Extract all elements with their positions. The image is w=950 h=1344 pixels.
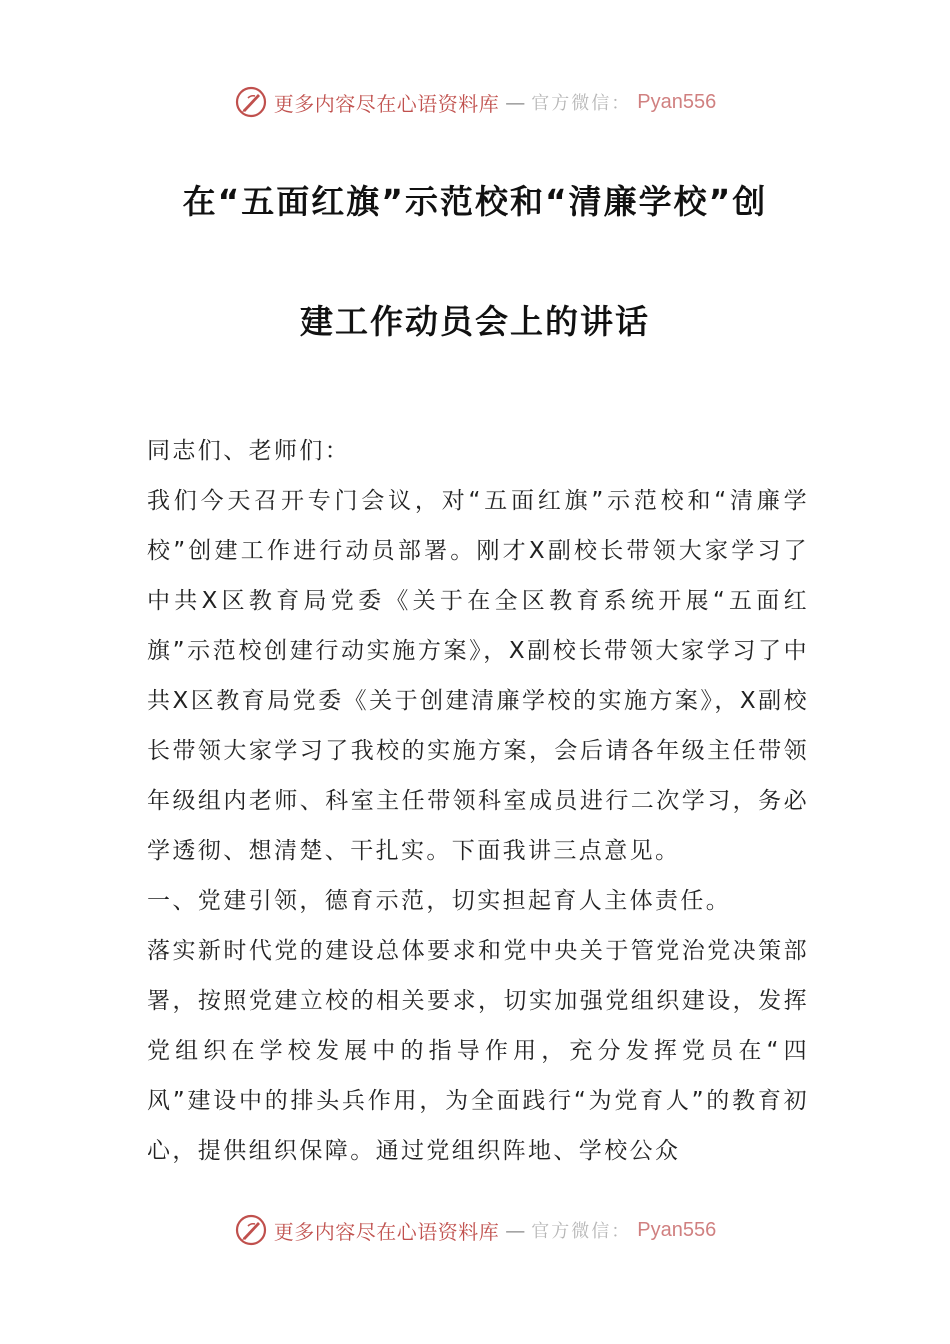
header-handle: Pyan556: [637, 90, 717, 113]
section-1-paragraph: 落实新时代党的建设总体要求和党中央关于管党治党决策部署，按照党建立校的相关要求，切实加强党组织建设，发挥党组织在学校发展中的指导作用，充分发挥党员在“四风”建设中的排头兵作用，为全面践行“为党育人”的教育初心，提供组织保障。通过党组织阵地、学校公众: [147, 938, 809, 1164]
header-official-text: 官方微信：: [531, 93, 632, 114]
document-title-line-1: 在“五面红旗”示范校和“清廉学校”创: [182, 182, 768, 221]
salutation-paragraph: 同志们、老师们：: [147, 438, 351, 464]
section-heading-1: 一、党建引领，德育示范，切实担起育人主体责任。: [147, 888, 732, 914]
quill-pen-logo-icon: [234, 1213, 268, 1247]
footer-watermark-banner: [0, 1210, 950, 1250]
footer-handle: Pyan556: [637, 1218, 717, 1241]
footer-official-text: 官方微信：: [531, 1221, 632, 1242]
quill-pen-logo-icon: [234, 85, 268, 119]
footer-dash: —: [505, 1218, 526, 1242]
header-site-text: 更多内容尽在心语资料库: [273, 91, 500, 116]
header-watermark-banner: [0, 82, 950, 122]
intro-paragraph: 我们今天召开专门会议，对“五面红旗”示范校和“清廉学校”创建工作进行动员部署。刚才X副校长带领大家学习了中共X区教育局党委《关于在全区教育系统开展“五面红旗”示范校创建行动实施方案》，X副校长带领大家学习了中共X区教育局党委《关于创建清廉学校的实施方案》，X副校长带领大家学习了我校的实施方案，会后请各年级主任带领年级组内老师、科室主任带领科室成员进行二次学习，务必学透彻、想清楚、干扎实。下面我讲三点意见。: [147, 488, 809, 864]
header-dash: —: [505, 90, 526, 114]
footer-site-text: 更多内容尽在心语资料库: [273, 1219, 500, 1244]
document-body: [147, 426, 809, 1176]
document-title-line-2: 建工作动员会上的讲话: [300, 302, 650, 341]
